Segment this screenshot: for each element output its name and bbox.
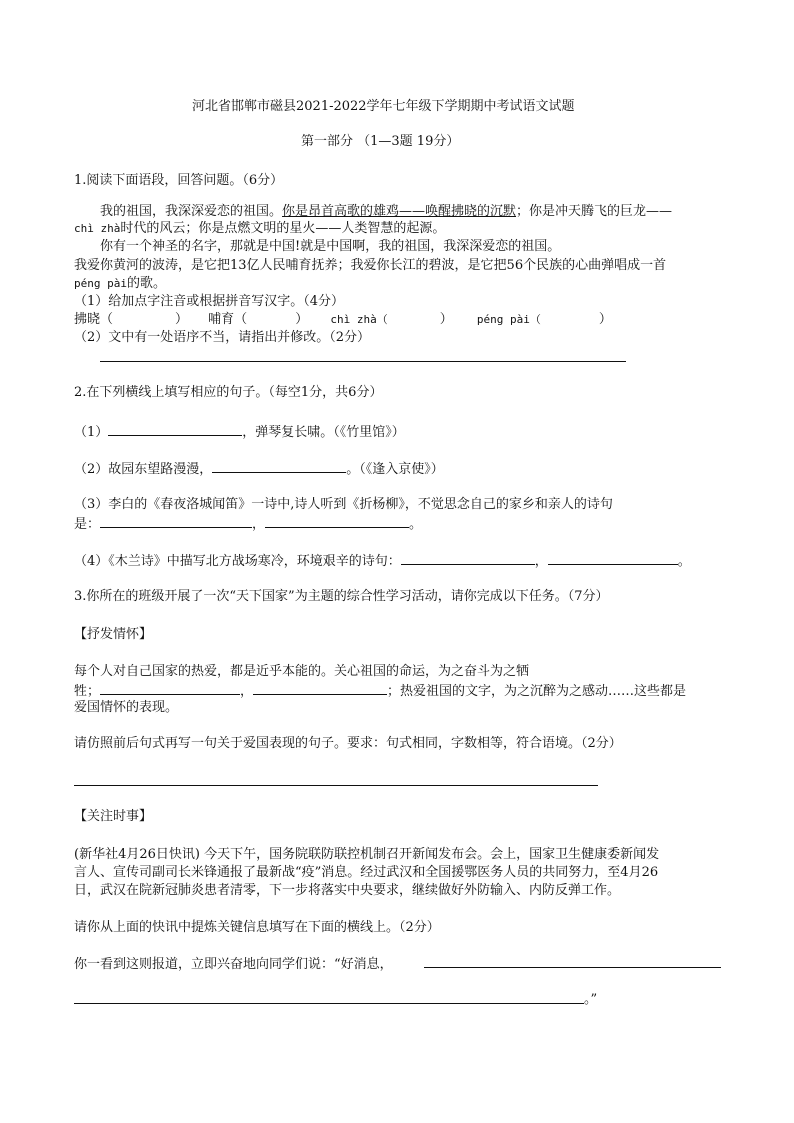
q2-text: 。（《逢入京使》）	[346, 462, 444, 477]
news-line-2: 言人、宣传司副司长米锋通报了最新战“疫”消息。经过武汉和全国援鄂医务人员的共同努力，至4月26	[74, 865, 659, 880]
q1-text: 时代的风云；你是点燃文明的星火——人类智慧的起源。	[120, 221, 446, 236]
q3-text: ，	[240, 684, 254, 699]
q1-text: ；你是冲天腾飞的巨龙——	[516, 204, 673, 219]
answer-line[interactable]	[424, 967, 721, 968]
q1-word-2: 哺育（	[208, 312, 248, 327]
q1-sub-question-2: （2）文中有一处语序不当，请指出并修改。（2分）	[74, 330, 371, 345]
q2-text: 是：	[74, 517, 101, 532]
q2-item-3-continued	[74, 514, 422, 533]
q1-word-close: ）	[175, 312, 189, 327]
q1-sub1-answers	[74, 311, 612, 328]
q2-text: （1）	[74, 425, 109, 440]
q2-text: 。	[677, 554, 691, 569]
part-heading: 第一部分 （1—3题 19分）	[301, 134, 460, 149]
q3-answer-end: 。”	[584, 992, 598, 1007]
news-line-3: 日，武汉在院新冠肺炎患者清零，下一步将落实中央要求，继续做好外防输入、内防反弹工作。	[74, 883, 621, 898]
answer-blank[interactable]	[548, 551, 678, 565]
answer-line[interactable]	[100, 361, 626, 362]
q2-text: ，	[534, 554, 548, 569]
q1-word-close: ）	[439, 312, 453, 327]
q3-answer-prompt: 你一看到这则报道，立即兴奋地向同学们说：“好消息，	[74, 957, 393, 972]
q1-text: 的歌。	[126, 276, 166, 291]
answer-blank[interactable]	[265, 514, 409, 528]
q1-passage-line-1	[100, 203, 672, 220]
q2-text: 。	[409, 517, 423, 532]
q2-text: ，	[252, 517, 266, 532]
q1-passage-line-4: 我爱你黄河的波涛，是它把13亿人民哺育抚养；我爱你长江的碧波，是它把56个民族的心曲弹唱成一首	[74, 258, 667, 273]
q2-item-3: （3）李白的《春夜洛城闻笛》一诗中,诗人听到《折杨柳》，不觉思念自己的家乡和亲人的诗句	[74, 497, 613, 512]
q3-heading: 3.你所在的班级开展了一次“天下国家”为主题的综合性学习活动，请你完成以下任务。（7分）	[74, 589, 609, 604]
q2-text: （2）故园东望路漫漫，	[74, 462, 213, 477]
q1-sub-question-1: （1）给加点字注音或根据拼音写汉字。（4分）	[74, 294, 345, 309]
answer-blank[interactable]	[108, 422, 242, 436]
q2-text: （4）《木兰诗》中描写北方战场寒冷，环境艰辛的诗句：	[74, 554, 401, 569]
q1-text: 我的祖国，我深深爱恋的祖国。	[100, 204, 283, 219]
answer-blank[interactable]	[401, 551, 535, 565]
q2-item-4	[74, 551, 691, 570]
q1-passage-line-2	[74, 220, 445, 237]
answer-line[interactable]	[74, 1003, 584, 1004]
q1-word-4: péng pài（	[476, 313, 541, 326]
q1-word-close: ）	[598, 312, 612, 327]
q1-passage-line-5	[74, 275, 166, 292]
q1-word-close: ）	[295, 312, 309, 327]
answer-line[interactable]	[74, 785, 598, 786]
answer-blank[interactable]	[212, 459, 346, 473]
q2-heading: 2.在下列横线上填写相应的句子。（每空1分，共6分）	[74, 385, 383, 400]
answer-blank[interactable]	[100, 681, 240, 695]
answer-blank[interactable]	[100, 514, 252, 528]
q2-text: ，弹琴复长啸。（《竹里馆》）	[242, 425, 405, 440]
q3-text-line-2	[74, 681, 686, 700]
page-title: 河北省邯郸市磁县2021-2022学年七年级下学期期中考试语文试题	[192, 99, 575, 114]
q3-section-title-2: 【关注时事】	[74, 809, 153, 824]
q3-text: 牲；	[74, 684, 101, 699]
news-line-1: (新华社4月26日快讯) 今天下午，国务院联防联控机制召开新闻发布会。会上，国家卫生健康委新闻发	[74, 847, 660, 862]
q3-section-title-1: 【抒发情怀】	[74, 627, 153, 642]
answer-blank[interactable]	[253, 681, 387, 695]
q1-underlined-phrase: 你是昂首高歌的雄鸡——唤醒拂晓的沉默	[282, 204, 517, 219]
q1-pinyin: péng pài	[74, 277, 127, 290]
q3-text-line-1: 每个人对自己国家的热爱，都是近乎本能的。关心祖国的命运，为之奋斗为之牺	[74, 664, 530, 679]
q1-passage-line-3: 你有一个神圣的名字，那就是中国!就是中国啊，我的祖国，我深深爱恋的祖国。	[100, 239, 561, 254]
q2-item-1	[74, 422, 405, 441]
q2-item-2	[74, 459, 444, 478]
q3-task-1: 请仿照前后句式再写一句关于爱国表现的句子。要求：句式相同，字数相等，符合语境。（2分）	[74, 736, 622, 751]
q3-text: ；热爱祖国的文字，为之沉醉为之感动……这些都是	[387, 684, 687, 699]
q3-text-line-3: 爱国情怀的表现。	[74, 700, 179, 715]
q1-heading: 1.阅读下面语段，回答问题。（6分）	[74, 173, 284, 188]
q1-pinyin: chì zhà	[74, 222, 121, 235]
q1-word-1: 拂晓（	[74, 312, 114, 327]
q3-task-2: 请你从上面的快讯中提炼关键信息填写在下面的横线上。（2分）	[74, 920, 440, 935]
q1-word-3: chì zhà（	[330, 313, 388, 326]
